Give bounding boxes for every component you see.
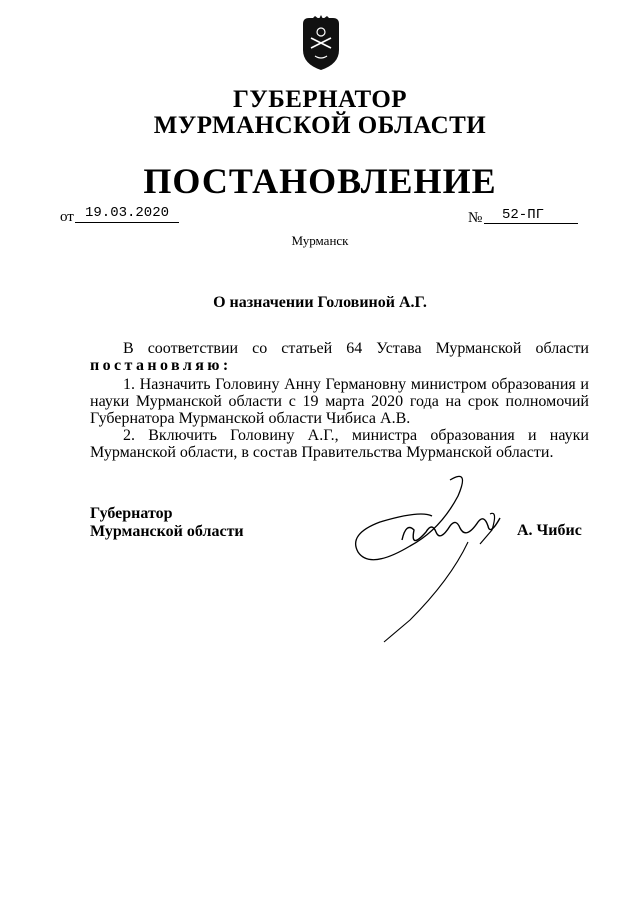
document-number: 52-ПГ	[484, 206, 578, 224]
resolution-item-1: 1. Назначить Головину Анну Германовну министром образования и науки Мурманской области с 19 марта 2020 года на срок полномочий Губернатора Мурманской области Чибиса А.В.	[90, 376, 589, 427]
signatory-title	[90, 505, 244, 541]
authority-region: МУРМАНСКОЙ ОБЛАСТИ	[153, 112, 487, 139]
handwritten-signature-icon	[340, 470, 520, 650]
coat-of-arms-icon	[299, 14, 343, 72]
signatory-title-line1: Губернатор	[90, 505, 173, 522]
document-type: ПОСТАНОВЛЕНИЕ	[143, 161, 497, 201]
document-subject: О назначении Головиной А.Г.	[213, 294, 427, 311]
resolution-item-2: 2. Включить Головину А.Г., министра образования и науки Мурманской области, в состав Правительства Мурманской области.	[90, 427, 589, 461]
signatory-name: А. Чибис	[517, 522, 582, 539]
authority-title: ГУБЕРНАТОР	[232, 86, 408, 113]
document-date: 19.03.2020	[75, 204, 179, 223]
signatory-title-line2: Мурманской области	[90, 523, 244, 540]
resolve-word: постановляю:	[90, 357, 232, 374]
issue-city: Мурманск	[291, 233, 349, 248]
preamble-paragraph: В соответствии со статьей 64 Устава Мурманской области	[123, 340, 589, 357]
date-prefix: от	[60, 209, 74, 225]
number-prefix: №	[468, 210, 483, 226]
